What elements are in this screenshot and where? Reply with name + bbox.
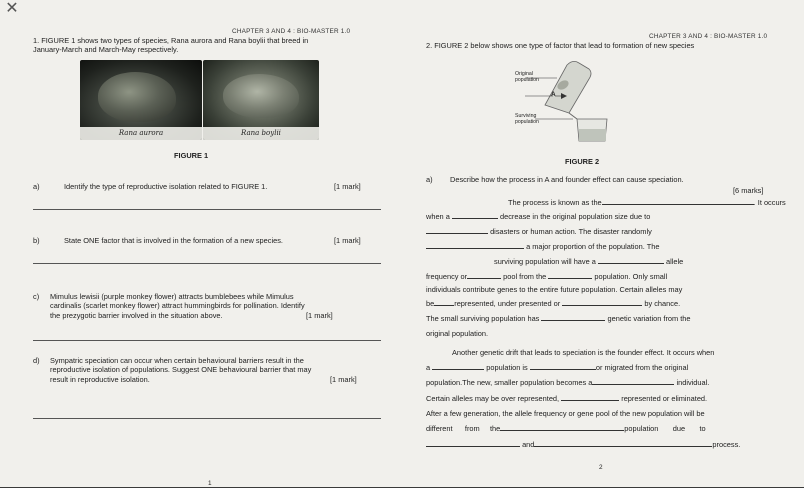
q1b-label: b) [33,236,40,245]
left-page-header: CHAPTER 3 AND 4 : BIO-MASTER 1.0 [232,28,351,35]
q1a-text: Identify the type of reproductive isolation related to FIGURE 1. [64,182,268,191]
answer-text: when a decrease in the original population size due to [426,212,651,221]
q1d-line2: reproductive isolation of populations. Suggest ONE behavioural barrier that may [50,365,312,374]
answer-line[interactable] [33,418,381,419]
answer-line[interactable] [33,340,381,341]
figure-1-label: FIGURE 1 [174,151,209,160]
fill-blank[interactable] [602,198,754,205]
diagram-label-population: population [515,77,539,83]
frog-illustration [223,74,299,118]
beaker-icon [577,119,607,141]
answer-text: be represented, under presented or by chance. [426,299,681,308]
diagram-label-original: Original [515,71,533,77]
answer-line[interactable] [33,209,381,210]
fill-blank[interactable] [592,378,674,385]
answer-text: a major proportion of the population. The [426,242,659,251]
fill-blank[interactable] [548,272,592,279]
close-icon[interactable]: ✕ [5,0,19,17]
fill-blank[interactable] [467,272,501,279]
answer-text: original population. [426,329,489,338]
photo-rana-aurora [80,60,202,140]
q1-intro-line1: 1. FIGURE 1 shows two types of species, Rana aurora and Rana boylii that breed in [33,36,309,45]
fill-blank[interactable] [426,440,520,447]
figure-2-label: FIGURE 2 [565,157,600,166]
fill-blank[interactable] [426,242,524,249]
q1-intro-line2: January-March and March-May respectively. [33,45,179,54]
fill-blank[interactable] [530,363,596,370]
fill-blank[interactable] [598,257,664,264]
fill-blank[interactable] [426,227,488,234]
page-number-right: 2 [599,464,603,471]
fill-blank[interactable] [562,299,642,306]
q1d-line3: result in reproductive isolation. [50,375,150,384]
q1c-line3: the prezygotic barrier involved in the situation above. [50,311,223,320]
fill-blank[interactable] [561,394,619,401]
q1d-label: d) [33,356,40,365]
q1c-line1: Mimulus lewisii (purple monkey flower) attracts bumblebees while Mimulus [50,292,294,301]
q2a-marks: [6 marks] [733,186,764,195]
q2-intro: 2. FIGURE 2 below shows one type of factor that lead to formation of new species [426,41,695,50]
q1b-text: State ONE factor that is involved in the formation of a new species. [64,236,283,245]
right-page-header: CHAPTER 3 AND 4 : BIO-MASTER 1.0 [649,33,768,40]
answer-text: The process is known as the . It occurs [508,198,786,207]
answer-text: The small surviving population has genetic variation from the [426,314,691,323]
q2a-label: a) [426,175,433,184]
answer-text: disasters or human action. The disaster randomly [426,227,652,236]
diagram-label-surviving: Surviving [515,113,537,119]
answer-line[interactable] [33,263,381,264]
q1a-marks: [1 mark] [334,182,361,191]
fill-blank[interactable] [534,440,712,447]
fill-blank[interactable] [452,212,498,219]
q1c-label: c) [33,292,40,301]
fill-blank[interactable] [432,363,484,370]
answer-text: frequency or pool from the population. Only small [426,272,668,281]
answer-text: surviving population will have a allele [494,257,684,266]
q2a-text: Describe how the process in A and founder effect can cause speciation. [450,175,684,184]
q1b-marks: [1 mark] [334,236,361,245]
diagram-label-a: A [551,91,556,98]
photo-caption-rana-boylii: Rana boylii [203,127,319,140]
answer-text: and process. [426,440,740,449]
answer-text: population.The new, smaller population becomes a individual. [426,378,710,387]
answer-text: Another genetic drift that leads to speciation is the founder effect. It occurs when [452,348,715,357]
answer-text: Certain alleles may be over represented, represented or eliminated. [426,394,708,403]
fill-blank[interactable] [434,299,454,306]
fill-blank[interactable] [500,424,624,431]
photo-caption-rana-aurora: Rana aurora [80,127,202,140]
q1a-label: a) [33,182,40,191]
photo-rana-boylii [203,60,319,140]
q1c-marks: [1 mark] [306,311,333,320]
frog-illustration [98,72,176,122]
answer-text: different from the population due to [426,424,706,433]
answer-text: a population is or migrated from the original [426,363,689,372]
q1d-line1: Sympatric speciation can occur when certain behavioural barriers result in the [50,356,304,365]
q1c-line2: cardinalis (scarlet monkey flower) attract hummingbirds for pollination. Identify [50,301,305,310]
diagram-label-population: population [515,119,539,125]
answer-text: individuals contribute genes to the entire future population. Certain alleles may [426,285,683,294]
page-number-left: 1 [208,480,212,487]
fill-blank[interactable] [541,314,605,321]
q1d-marks: [1 mark] [330,375,357,384]
answer-text: After a few generation, the allele frequency or gene pool of the new population will be [426,409,705,418]
